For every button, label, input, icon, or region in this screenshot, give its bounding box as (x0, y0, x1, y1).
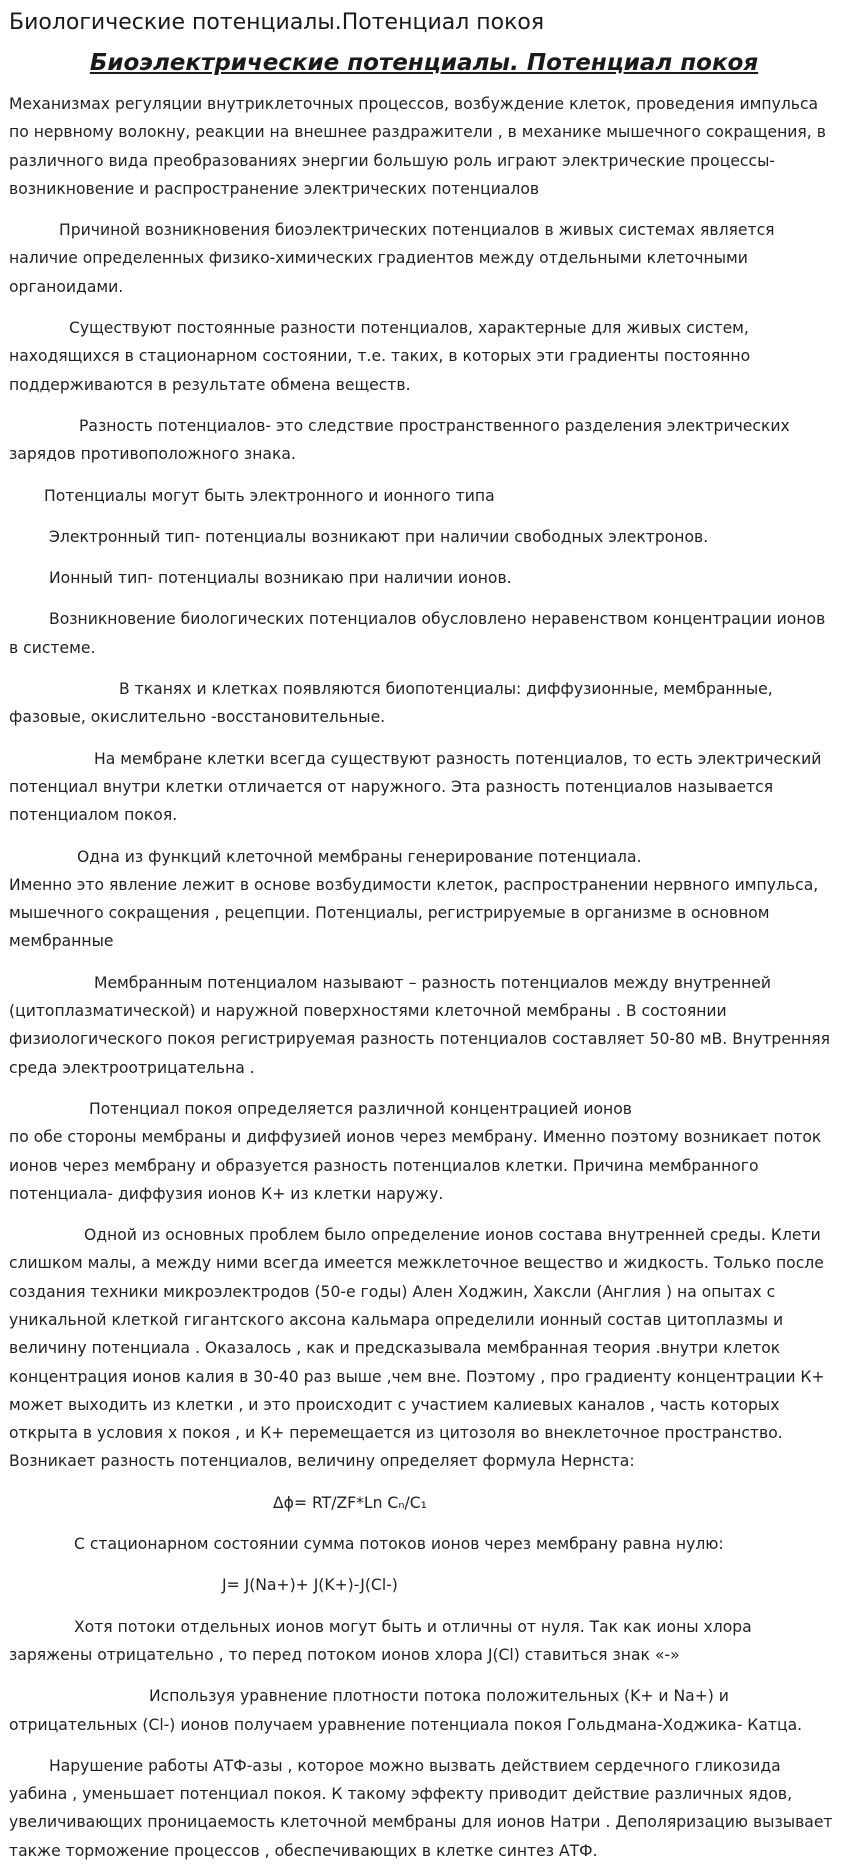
paragraph-electronic-type: Электронный тип- потенциалы возникают при наличии свободных электронов. (49, 527, 709, 546)
page-title: Биологические потенциалы.Потенциал покоя (9, 10, 545, 35)
paragraph-cause: Причиной возникновения биоэлектрических потенциалов в живых системах является наличие определенных физико-химических градиентов между отдельными клеточными органоидами. (9, 221, 775, 296)
paragraph-excitability: Именно это явление лежит в основе возбудимости клеток, распространении нервного импульса, мышечного сокращения , рецепции. Потенциалы, регистрируемые в организме в основном мембранные (9, 875, 819, 951)
paragraph-stationary-state: С стационарном состоянии сумма потоков ионов через мембрану равна нулю: (74, 1535, 724, 1554)
paragraph-origin: Возникновение биологических потенциалов обусловлено неравенством концентрации ионов в системе. (9, 610, 826, 657)
paragraph-goldman-equation: Используя уравнение плотности потока положительных (K+ и Na+) и отрицательных (Cl-) ионов получаем уравнение потенциала покоя Гольдмана-Ходжика- Катца. (9, 1687, 803, 1734)
paragraph-atpase-disruption: Нарушение работы АТФ-азы , которое можно вызвать действием сердечного гликозида уабина , уменьшает потенциал покоя. К такому эффекту приводит действие различных ядов, увеличивающих проницаемость клеточной мембраны для ионов Натри . Деполяризацию вызывает также торможение процессов , обеспечивающих в клетке синтез АТФ. (9, 1756, 833, 1860)
paragraph-constant-differences: Существуют постоянные разности потенциалов, характерные для живых систем, находящихся в стационарном состоянии, т.е. таких, в которых эти градиенты постоянно поддерживаются в результате обмена веществ. (9, 319, 751, 394)
document-heading: Биоэлектрические потенциалы. Потенциал покоя (89, 50, 759, 76)
paragraph-intro: Механизмах регуляции внутриклеточных процессов, возбуждение клеток, проведения импульса по нервному волокну, реакции на внешнее раздражители , в механике мышечного сокращения, в различного вида преобразованиях энергии большую роль играют электрические процессы- возникновение и распространение электрических потенциалов (9, 95, 826, 198)
paragraph-membrane-difference: На мембране клетки всегда существуют разность потенциалов, то есть электрический потенциал внутри клетки отличается от наружного. Эта разность потенциалов называется потенциалом покоя. (9, 749, 822, 825)
paragraph-ion-composition: Одной из основных проблем было определение ионов состава внутренней среды. Клети слишком малы, а между ними всегда имеется межклеточное вещество и жидкость. Только после создания техники микроэлектродов (50-е годы) Ален Ходжин, Хаксли (Англия ) на опытах с уникальной клеткой гигантского аксона кальмара определили ионный состав цитоплазмы и величину потенциала . Оказалось , как и предсказывала мембранная теория .внутри клеток концентрация ионов калия в 30-40 раз выше ,чем вне. Поэтому , про градиенту концентрации К+ может выходить из клетки , и это происходит с участием калиевых каналов , часть которых открыта в условия х покоя , и К+ перемещается из цитозоля во внеклеточное пространство. Возникает разность потенциалов, величину определяет формула Нернста: (9, 1226, 825, 1471)
flux-formula: J= J(Na+)+ J(K+)-J(Cl-) (222, 1576, 398, 1595)
nernst-formula: Δϕ= RT/ZF*Ln Cₙ/C₁ (273, 1493, 427, 1512)
paragraph-chloride-flux: Хотя потоки отдельных ионов могут быть и отличны от нуля. Так как ионы хлора заряжены отрицательно , то перед потоком ионов хлора J(Cl) ставиться знак «-» (9, 1617, 752, 1664)
paragraph-biopotentials: В тканях и клетках появляются биопотенциалы: диффузионные, мембранные, фазовые, окислительно -восстановительные. (9, 680, 773, 727)
paragraph-resting-potential: Потенциал покоя определяется различной концентрацией ионов (89, 1099, 632, 1118)
paragraph-diffusion: по обе стороны мембраны и диффузией ионов через мембрану. Именно поэтому возникает поток ионов через мембрану и образуется разность потенциалов клетки. Причина мембранного потенциала- диффузия ионов К+ из клетки наружу. (9, 1128, 822, 1203)
paragraph-potential-types: Потенциалы могут быть электронного и ионного типа (44, 486, 495, 505)
paragraph-membrane-potential: Мембранным потенциалом называют – разность потенциалов между внутренней (цитоплазматической) и наружной поверхностями клеточной мембраны . В состоянии физиологического покоя регистрируемая разность потенциалов составляет 50-80 мВ. Внутренняя среда электроотрицательна . (9, 973, 831, 1077)
paragraph-ionic-type: Ионный тип- потенциалы возникаю при наличии ионов. (49, 569, 512, 588)
paragraph-membrane-function: Одна из функций клеточной мембраны генерирование потенциала. (77, 847, 642, 866)
paragraph-potential-difference: Разность потенциалов- это следствие пространственного разделения электрических зарядов противоположного знака. (9, 416, 790, 464)
